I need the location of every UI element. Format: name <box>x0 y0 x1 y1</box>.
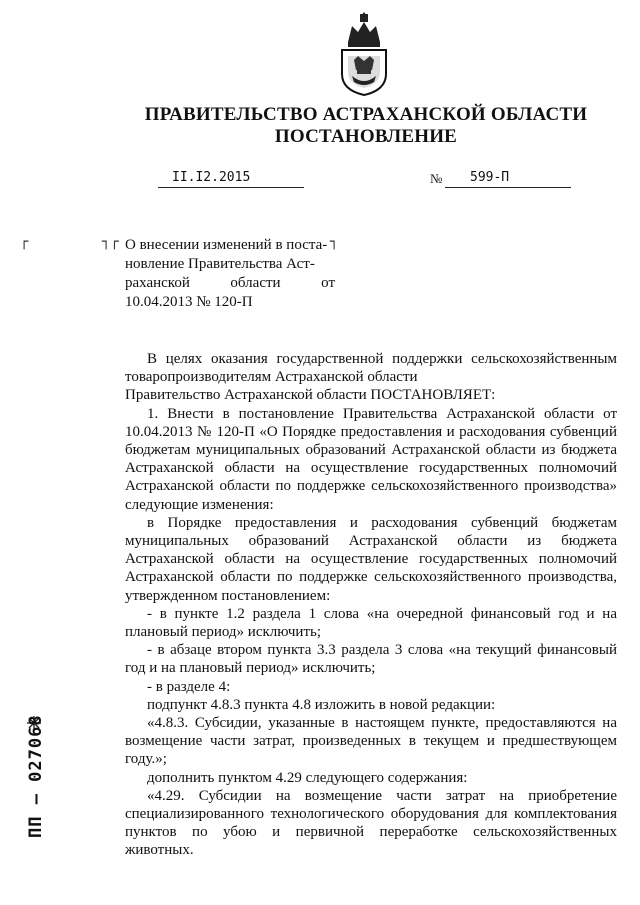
paragraph: «4.29. Субсидии на возмещение части затрат на приобретение специализированного технологического оборудования для комплектования пунктов по убою и первичной переработке сельскохозяйственных животных. <box>125 787 617 859</box>
corner-mark-left: ┌ <box>20 234 29 250</box>
number-underline <box>445 187 571 188</box>
paragraph: - в пункте 1.2 раздела 1 слова «на очередной финансовый год и на плановый период» исключить; <box>125 605 617 641</box>
corner-mark-subject-left: ┐┌ <box>102 234 119 250</box>
paragraph: 1. Внести в постановление Правительства Астраханской области от 10.04.2013 № 120-П «О Порядке предоставления и расходования субвенций бюджетам муниципальных образований Астраханской области из бюджета Астраханской области на осуществление государственных полномочий Астраханской области по поддержке сельскохозяйственного производства» следующие изменения: <box>125 405 617 513</box>
serial-number: ПП – 027068 <box>26 714 46 838</box>
corner-mark-subject-right: ┐ <box>330 234 339 250</box>
subject-line: О внесении изменений в поста- <box>125 237 328 253</box>
document-number: 599-П <box>470 170 510 185</box>
subject-line: новление Правительства Аст- <box>125 256 315 272</box>
document-body <box>125 350 617 860</box>
subject-line: раханской области от <box>125 275 335 291</box>
paragraph: - в абзаце втором пункта 3.3 раздела 3 слова «на текущий финансовый год и на плановый период» исключить; <box>125 642 617 677</box>
document-date: II.I2.2015 <box>172 170 251 185</box>
number-sign: № <box>430 171 443 186</box>
coat-of-arms-emblem <box>334 12 394 96</box>
paragraph: «4.8.3. Субсидии, указанные в настоящем пункте, предоставляются на возмещение части затрат, произведенных в текущем и предшествующем году.»; <box>125 715 617 768</box>
date-underline <box>158 187 304 188</box>
paragraph: дополнить пунктом 4.29 следующего содержания: <box>147 769 468 786</box>
subject-line: 10.04.2013 № 120-П <box>125 294 253 310</box>
paragraph: В целях оказания государственной поддержки сельскохозяйственным товаропроизводителям Астраханской области <box>125 351 617 386</box>
document-subject <box>125 236 335 312</box>
paragraph: - в разделе 4: <box>147 678 231 695</box>
paragraph: в Порядке предоставления и расходования субвенций бюджетам муниципальных образований Астраханской области из бюджета Астраханской области на осуществление государственных полномочий Астраханской области по поддержке сельскохозяйственного производства, утвержденном постановлением: <box>125 514 617 604</box>
government-title: ПРАВИТЕЛЬСТВО АСТРАХАНСКОЙ ОБЛАСТИ <box>144 104 588 125</box>
document-type-title: ПОСТАНОВЛЕНИЕ <box>274 126 458 147</box>
paragraph: Правительство Астраханской области ПОСТАНОВЛЯЕТ: <box>125 387 496 404</box>
paragraph: подпункт 4.8.3 пункта 4.8 изложить в новой редакции: <box>147 696 496 713</box>
